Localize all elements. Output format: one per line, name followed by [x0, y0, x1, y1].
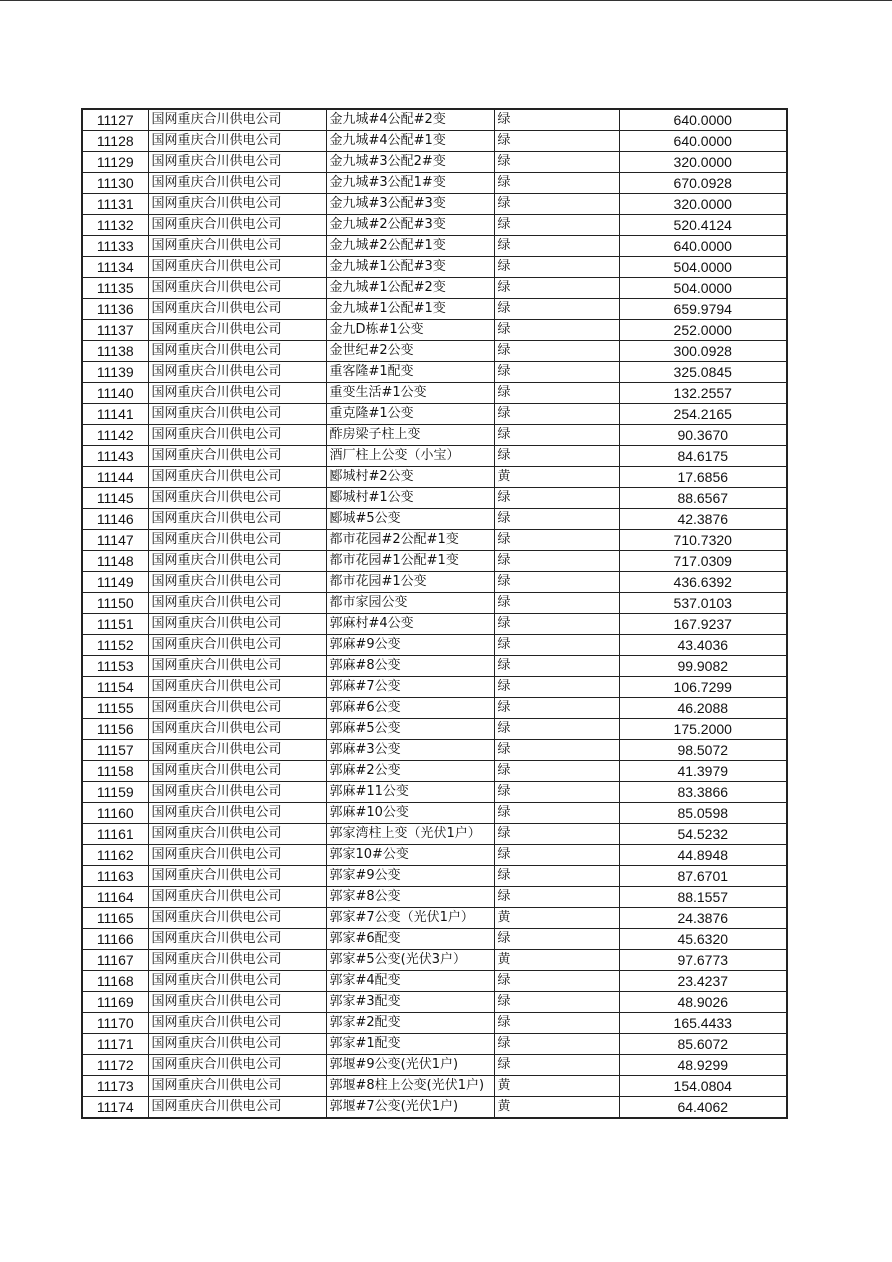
company-cell: 国网重庆合川供电公司	[148, 278, 326, 299]
table-row	[82, 509, 787, 530]
row-id-cell: 11153	[82, 656, 148, 677]
value-cell: 436.6392	[619, 572, 787, 593]
table-row	[82, 698, 787, 719]
status-cell: 绿	[494, 1055, 619, 1076]
transformer-name-cell: 酢房梁子柱上变	[326, 425, 494, 446]
status-cell: 绿	[494, 593, 619, 614]
row-id-cell: 11171	[82, 1034, 148, 1055]
transformer-name-cell: 都市花园#1公变	[326, 572, 494, 593]
status-cell: 绿	[494, 782, 619, 803]
status-cell: 绿	[494, 530, 619, 551]
company-cell: 国网重庆合川供电公司	[148, 488, 326, 509]
transformer-name-cell: 郭家#1配变	[326, 1034, 494, 1055]
transformer-name-cell: 金九城#3公配2#变	[326, 152, 494, 173]
row-id-cell: 11159	[82, 782, 148, 803]
status-cell: 绿	[494, 152, 619, 173]
value-cell: 48.9026	[619, 992, 787, 1013]
row-id-cell: 11161	[82, 824, 148, 845]
value-cell: 132.2557	[619, 383, 787, 404]
transformer-name-cell: 金九城#1公配#2变	[326, 278, 494, 299]
value-cell: 175.2000	[619, 719, 787, 740]
company-cell: 国网重庆合川供电公司	[148, 551, 326, 572]
company-cell: 国网重庆合川供电公司	[148, 719, 326, 740]
transformer-name-cell: 郭麻#2公变	[326, 761, 494, 782]
company-cell: 国网重庆合川供电公司	[148, 215, 326, 236]
status-cell: 绿	[494, 173, 619, 194]
status-cell: 绿	[494, 488, 619, 509]
status-cell: 绿	[494, 383, 619, 404]
status-cell: 绿	[494, 656, 619, 677]
row-id-cell: 11174	[82, 1097, 148, 1119]
table-row	[82, 425, 787, 446]
transformer-name-cell: 金九城#3公配#3变	[326, 194, 494, 215]
row-id-cell: 11142	[82, 425, 148, 446]
value-cell: 504.0000	[619, 257, 787, 278]
table-body	[82, 109, 787, 1118]
status-cell: 绿	[494, 509, 619, 530]
table-row	[82, 719, 787, 740]
value-cell: 98.5072	[619, 740, 787, 761]
company-cell: 国网重庆合川供电公司	[148, 446, 326, 467]
status-cell: 绿	[494, 740, 619, 761]
status-cell: 绿	[494, 614, 619, 635]
status-cell: 绿	[494, 803, 619, 824]
status-cell: 绿	[494, 887, 619, 908]
row-id-cell: 11143	[82, 446, 148, 467]
status-cell: 绿	[494, 257, 619, 278]
transformer-name-cell: 郭家#7公变（光伏1户）	[326, 908, 494, 929]
table-row	[82, 656, 787, 677]
company-cell: 国网重庆合川供电公司	[148, 845, 326, 866]
table-row	[82, 341, 787, 362]
value-cell: 64.4062	[619, 1097, 787, 1119]
row-id-cell: 11165	[82, 908, 148, 929]
transformer-name-cell: 金九城#2公配#1变	[326, 236, 494, 257]
value-cell: 717.0309	[619, 551, 787, 572]
company-cell: 国网重庆合川供电公司	[148, 593, 326, 614]
value-cell: 659.9794	[619, 299, 787, 320]
company-cell: 国网重庆合川供电公司	[148, 782, 326, 803]
transformer-name-cell: 金九城#4公配#1变	[326, 131, 494, 152]
value-cell: 710.7320	[619, 530, 787, 551]
row-id-cell: 11140	[82, 383, 148, 404]
company-cell: 国网重庆合川供电公司	[148, 404, 326, 425]
status-cell: 黄	[494, 908, 619, 929]
status-cell: 绿	[494, 236, 619, 257]
company-cell: 国网重庆合川供电公司	[148, 383, 326, 404]
table-row	[82, 950, 787, 971]
company-cell: 国网重庆合川供电公司	[148, 236, 326, 257]
transformer-name-cell: 金九D栋#1公变	[326, 320, 494, 341]
row-id-cell: 11157	[82, 740, 148, 761]
company-cell: 国网重庆合川供电公司	[148, 992, 326, 1013]
table-row	[82, 1034, 787, 1055]
transformer-name-cell: 都市家园公变	[326, 593, 494, 614]
table-row	[82, 593, 787, 614]
row-id-cell: 11135	[82, 278, 148, 299]
transformer-name-cell: 郭麻#10公变	[326, 803, 494, 824]
company-cell: 国网重庆合川供电公司	[148, 950, 326, 971]
row-id-cell: 11158	[82, 761, 148, 782]
company-cell: 国网重庆合川供电公司	[148, 530, 326, 551]
row-id-cell: 11173	[82, 1076, 148, 1097]
row-id-cell: 11129	[82, 152, 148, 173]
table-row	[82, 551, 787, 572]
transformer-name-cell: 郭麻村#4公变	[326, 614, 494, 635]
row-id-cell: 11141	[82, 404, 148, 425]
table-row	[82, 782, 787, 803]
value-cell: 520.4124	[619, 215, 787, 236]
company-cell: 国网重庆合川供电公司	[148, 109, 326, 131]
transformer-name-cell: 重克隆#1公变	[326, 404, 494, 425]
table-row	[82, 488, 787, 509]
table-row	[82, 908, 787, 929]
row-id-cell: 11150	[82, 593, 148, 614]
row-id-cell: 11139	[82, 362, 148, 383]
value-cell: 325.0845	[619, 362, 787, 383]
value-cell: 97.6773	[619, 950, 787, 971]
transformer-name-cell: 郭麻#7公变	[326, 677, 494, 698]
transformer-name-cell: 郭麻#6公变	[326, 698, 494, 719]
value-cell: 252.0000	[619, 320, 787, 341]
status-cell: 绿	[494, 761, 619, 782]
table-row	[82, 320, 787, 341]
transformer-name-cell: 金九城#2公配#3变	[326, 215, 494, 236]
status-cell: 黄	[494, 467, 619, 488]
transformer-name-cell: 郭家#4配变	[326, 971, 494, 992]
transformer-name-cell: 郭堰#9公变(光伏1户)	[326, 1055, 494, 1076]
row-id-cell: 11133	[82, 236, 148, 257]
table-row	[82, 614, 787, 635]
value-cell: 84.6175	[619, 446, 787, 467]
transformer-name-cell: 郾城村#1公变	[326, 488, 494, 509]
company-cell: 国网重庆合川供电公司	[148, 803, 326, 824]
status-cell: 绿	[494, 971, 619, 992]
transformer-name-cell: 郭家#8公变	[326, 887, 494, 908]
company-cell: 国网重庆合川供电公司	[148, 698, 326, 719]
row-id-cell: 11168	[82, 971, 148, 992]
company-cell: 国网重庆合川供电公司	[148, 656, 326, 677]
value-cell: 254.2165	[619, 404, 787, 425]
status-cell: 绿	[494, 278, 619, 299]
status-cell: 绿	[494, 572, 619, 593]
row-id-cell: 11149	[82, 572, 148, 593]
table-row	[82, 194, 787, 215]
value-cell: 85.0598	[619, 803, 787, 824]
status-cell: 绿	[494, 866, 619, 887]
status-cell: 绿	[494, 719, 619, 740]
value-cell: 83.3866	[619, 782, 787, 803]
status-cell: 绿	[494, 404, 619, 425]
table-row	[82, 446, 787, 467]
value-cell: 88.6567	[619, 488, 787, 509]
transformer-name-cell: 都市花园#2公配#1变	[326, 530, 494, 551]
table-row	[82, 1076, 787, 1097]
table-row	[82, 572, 787, 593]
transformer-name-cell: 郭家#3配变	[326, 992, 494, 1013]
page-top-border	[0, 0, 892, 1]
status-cell: 绿	[494, 845, 619, 866]
status-cell: 绿	[494, 362, 619, 383]
status-cell: 绿	[494, 929, 619, 950]
table-row	[82, 152, 787, 173]
status-cell: 绿	[494, 341, 619, 362]
transformer-name-cell: 郭家#9公变	[326, 866, 494, 887]
value-cell: 640.0000	[619, 131, 787, 152]
company-cell: 国网重庆合川供电公司	[148, 173, 326, 194]
value-cell: 42.3876	[619, 509, 787, 530]
company-cell: 国网重庆合川供电公司	[148, 635, 326, 656]
status-cell: 绿	[494, 194, 619, 215]
transformer-name-cell: 郭家10#公变	[326, 845, 494, 866]
value-cell: 106.7299	[619, 677, 787, 698]
transformer-name-cell: 郾城#5公变	[326, 509, 494, 530]
value-cell: 90.3670	[619, 425, 787, 446]
value-cell: 85.6072	[619, 1034, 787, 1055]
company-cell: 国网重庆合川供电公司	[148, 1034, 326, 1055]
row-id-cell: 11138	[82, 341, 148, 362]
value-cell: 87.6701	[619, 866, 787, 887]
row-id-cell: 11160	[82, 803, 148, 824]
row-id-cell: 11144	[82, 467, 148, 488]
company-cell: 国网重庆合川供电公司	[148, 929, 326, 950]
company-cell: 国网重庆合川供电公司	[148, 257, 326, 278]
company-cell: 国网重庆合川供电公司	[148, 740, 326, 761]
table-row	[82, 1013, 787, 1034]
row-id-cell: 11130	[82, 173, 148, 194]
status-cell: 黄	[494, 1097, 619, 1119]
status-cell: 黄	[494, 1076, 619, 1097]
row-id-cell: 11132	[82, 215, 148, 236]
table-row	[82, 992, 787, 1013]
table-row	[82, 971, 787, 992]
value-cell: 504.0000	[619, 278, 787, 299]
row-id-cell: 11163	[82, 866, 148, 887]
company-cell: 国网重庆合川供电公司	[148, 887, 326, 908]
transformer-name-cell: 郾城村#2公变	[326, 467, 494, 488]
row-id-cell: 11152	[82, 635, 148, 656]
company-cell: 国网重庆合川供电公司	[148, 572, 326, 593]
company-cell: 国网重庆合川供电公司	[148, 362, 326, 383]
status-cell: 绿	[494, 824, 619, 845]
value-cell: 17.6856	[619, 467, 787, 488]
status-cell: 绿	[494, 215, 619, 236]
transformer-name-cell: 郭麻#11公变	[326, 782, 494, 803]
transformer-name-cell: 郭堰#8柱上公变(光伏1户)	[326, 1076, 494, 1097]
company-cell: 国网重庆合川供电公司	[148, 320, 326, 341]
company-cell: 国网重庆合川供电公司	[148, 761, 326, 782]
value-cell: 320.0000	[619, 152, 787, 173]
table-row	[82, 803, 787, 824]
table-row	[82, 257, 787, 278]
table-row	[82, 1097, 787, 1119]
table-row	[82, 215, 787, 236]
value-cell: 537.0103	[619, 593, 787, 614]
company-cell: 国网重庆合川供电公司	[148, 1013, 326, 1034]
value-cell: 640.0000	[619, 109, 787, 131]
transformer-name-cell: 郭麻#8公变	[326, 656, 494, 677]
value-cell: 45.6320	[619, 929, 787, 950]
value-cell: 670.0928	[619, 173, 787, 194]
transformer-table	[81, 108, 788, 1119]
value-cell: 167.9237	[619, 614, 787, 635]
transformer-name-cell: 郭家#5公变(光伏3户）	[326, 950, 494, 971]
company-cell: 国网重庆合川供电公司	[148, 677, 326, 698]
table-row	[82, 362, 787, 383]
company-cell: 国网重庆合川供电公司	[148, 467, 326, 488]
status-cell: 绿	[494, 320, 619, 341]
status-cell: 绿	[494, 992, 619, 1013]
transformer-name-cell: 酒厂柱上公变（小宝）	[326, 446, 494, 467]
company-cell: 国网重庆合川供电公司	[148, 131, 326, 152]
company-cell: 国网重庆合川供电公司	[148, 1076, 326, 1097]
row-id-cell: 11156	[82, 719, 148, 740]
transformer-name-cell: 郭麻#3公变	[326, 740, 494, 761]
row-id-cell: 11137	[82, 320, 148, 341]
company-cell: 国网重庆合川供电公司	[148, 908, 326, 929]
value-cell: 24.3876	[619, 908, 787, 929]
row-id-cell: 11167	[82, 950, 148, 971]
table-row	[82, 824, 787, 845]
value-cell: 46.2088	[619, 698, 787, 719]
table-row	[82, 866, 787, 887]
status-cell: 绿	[494, 551, 619, 572]
table-row	[82, 887, 787, 908]
transformer-name-cell: 郭家湾柱上变（光伏1户）	[326, 824, 494, 845]
table-row	[82, 677, 787, 698]
row-id-cell: 11162	[82, 845, 148, 866]
row-id-cell: 11169	[82, 992, 148, 1013]
row-id-cell: 11154	[82, 677, 148, 698]
transformer-name-cell: 郭家#2配变	[326, 1013, 494, 1034]
value-cell: 165.4433	[619, 1013, 787, 1034]
transformer-name-cell: 郭麻#5公变	[326, 719, 494, 740]
row-id-cell: 11146	[82, 509, 148, 530]
row-id-cell: 11170	[82, 1013, 148, 1034]
table-row	[82, 299, 787, 320]
company-cell: 国网重庆合川供电公司	[148, 824, 326, 845]
value-cell: 48.9299	[619, 1055, 787, 1076]
row-id-cell: 11166	[82, 929, 148, 950]
row-id-cell: 11145	[82, 488, 148, 509]
value-cell: 44.8948	[619, 845, 787, 866]
transformer-name-cell: 郭麻#9公变	[326, 635, 494, 656]
table-row	[82, 635, 787, 656]
company-cell: 国网重庆合川供电公司	[148, 509, 326, 530]
table-row	[82, 278, 787, 299]
company-cell: 国网重庆合川供电公司	[148, 194, 326, 215]
table-row	[82, 383, 787, 404]
row-id-cell: 11172	[82, 1055, 148, 1076]
value-cell: 43.4036	[619, 635, 787, 656]
status-cell: 绿	[494, 1013, 619, 1034]
status-cell: 绿	[494, 1034, 619, 1055]
value-cell: 300.0928	[619, 341, 787, 362]
transformer-name-cell: 金世纪#2公变	[326, 341, 494, 362]
row-id-cell: 11127	[82, 109, 148, 131]
value-cell: 54.5232	[619, 824, 787, 845]
status-cell: 绿	[494, 425, 619, 446]
company-cell: 国网重庆合川供电公司	[148, 971, 326, 992]
table-row	[82, 530, 787, 551]
transformer-name-cell: 郭堰#7公变(光伏1户)	[326, 1097, 494, 1119]
company-cell: 国网重庆合川供电公司	[148, 614, 326, 635]
row-id-cell: 11134	[82, 257, 148, 278]
status-cell: 绿	[494, 677, 619, 698]
company-cell: 国网重庆合川供电公司	[148, 425, 326, 446]
table-row	[82, 761, 787, 782]
company-cell: 国网重庆合川供电公司	[148, 866, 326, 887]
status-cell: 绿	[494, 698, 619, 719]
row-id-cell: 11131	[82, 194, 148, 215]
transformer-name-cell: 都市花园#1公配#1变	[326, 551, 494, 572]
company-cell: 国网重庆合川供电公司	[148, 299, 326, 320]
status-cell: 绿	[494, 131, 619, 152]
row-id-cell: 11136	[82, 299, 148, 320]
table-row	[82, 929, 787, 950]
row-id-cell: 11164	[82, 887, 148, 908]
value-cell: 23.4237	[619, 971, 787, 992]
table-row	[82, 1055, 787, 1076]
row-id-cell: 11128	[82, 131, 148, 152]
transformer-name-cell: 金九城#1公配#3变	[326, 257, 494, 278]
transformer-name-cell: 金九城#3公配1#变	[326, 173, 494, 194]
transformer-name-cell: 郭家#6配变	[326, 929, 494, 950]
company-cell: 国网重庆合川供电公司	[148, 341, 326, 362]
table-row	[82, 467, 787, 488]
transformer-name-cell: 重客隆#1配变	[326, 362, 494, 383]
company-cell: 国网重庆合川供电公司	[148, 1055, 326, 1076]
table-row	[82, 109, 787, 131]
transformer-name-cell: 金九城#4公配#2变	[326, 109, 494, 131]
table-row	[82, 173, 787, 194]
table-row	[82, 131, 787, 152]
value-cell: 99.9082	[619, 656, 787, 677]
status-cell: 黄	[494, 950, 619, 971]
row-id-cell: 11155	[82, 698, 148, 719]
row-id-cell: 11151	[82, 614, 148, 635]
status-cell: 绿	[494, 109, 619, 131]
company-cell: 国网重庆合川供电公司	[148, 1097, 326, 1119]
transformer-name-cell: 金九城#1公配#1变	[326, 299, 494, 320]
value-cell: 640.0000	[619, 236, 787, 257]
company-cell: 国网重庆合川供电公司	[148, 152, 326, 173]
row-id-cell: 11147	[82, 530, 148, 551]
transformer-name-cell: 重变生活#1公变	[326, 383, 494, 404]
row-id-cell: 11148	[82, 551, 148, 572]
value-cell: 88.1557	[619, 887, 787, 908]
value-cell: 320.0000	[619, 194, 787, 215]
value-cell: 154.0804	[619, 1076, 787, 1097]
status-cell: 绿	[494, 635, 619, 656]
value-cell: 41.3979	[619, 761, 787, 782]
table-row	[82, 740, 787, 761]
table-row	[82, 404, 787, 425]
table-row	[82, 845, 787, 866]
status-cell: 绿	[494, 446, 619, 467]
table-row	[82, 236, 787, 257]
status-cell: 绿	[494, 299, 619, 320]
